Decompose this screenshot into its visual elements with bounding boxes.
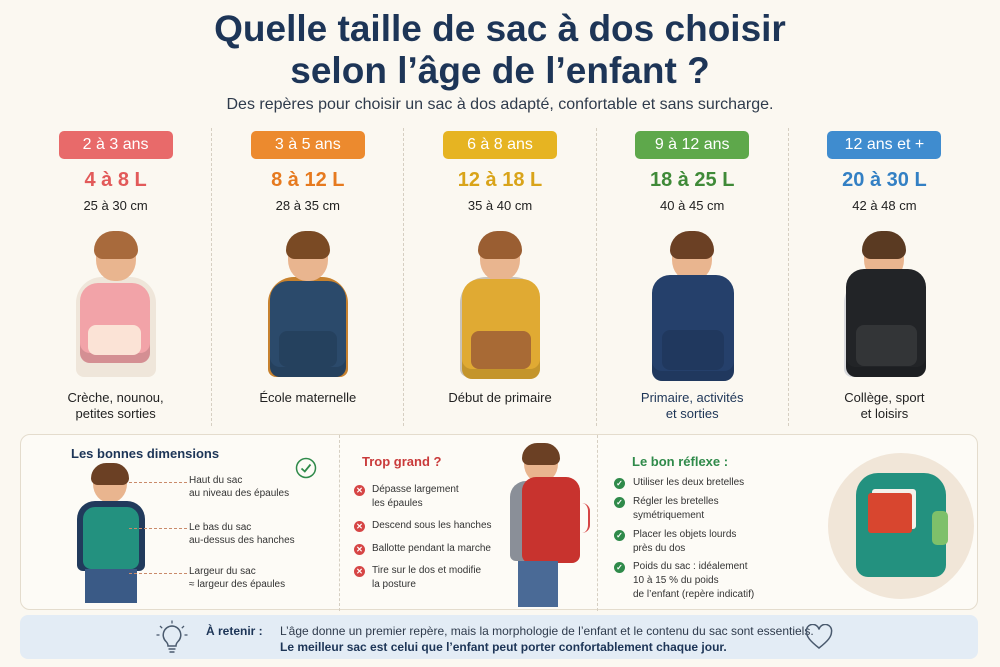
backpack-pocket (279, 331, 337, 367)
dimension-guide-line (129, 573, 187, 574)
bag-height: 35 à 40 cm (467, 198, 533, 213)
takeaway-banner (20, 615, 978, 659)
child-hair (862, 231, 906, 259)
title-line-1: Quelle taille de sac à dos choisir (214, 8, 786, 49)
motion-lines (582, 503, 590, 533)
caption-line-1: Début de primaire (448, 390, 552, 405)
good-reflex-item-line-1: Poids du sac : idéalement (633, 561, 748, 572)
water-bottle (932, 511, 948, 545)
volume-liters: 18 à 25 L (649, 169, 735, 191)
good-reflex-title: Le bon réflexe : (632, 454, 729, 469)
dimension-bottom (189, 521, 295, 547)
age-pill: 3 à 5 ans (251, 131, 365, 159)
child-with-backpack-image (56, 235, 176, 385)
dimension-bottom-line-2: au-dessus des hanches (189, 535, 295, 546)
age-pill: 9 à 12 ans (635, 131, 749, 159)
usage-caption (212, 390, 403, 406)
good-reflex-item (633, 560, 754, 602)
too-big-item (372, 542, 491, 556)
age-group-12-plus (788, 128, 980, 426)
dimension-top-line-1: Haut du sac (189, 475, 243, 486)
check-circle-icon: ✓ (614, 562, 625, 573)
child-with-backpack-image (632, 235, 752, 385)
bag-height: 25 à 30 cm (83, 198, 148, 213)
cross-circle-icon: ✕ (354, 566, 365, 577)
packed-backpack-illustration (828, 453, 974, 599)
volume-liters: 20 à 30 L (842, 169, 927, 191)
dimension-width (189, 565, 285, 591)
bag-height: 42 à 48 cm (852, 198, 917, 213)
caption-line-1: École maternelle (259, 390, 357, 405)
backpack-pocket (88, 325, 141, 355)
age-groups (20, 128, 980, 426)
heart-icon (805, 624, 833, 650)
usage-caption (789, 390, 980, 422)
check-circle-icon: ✓ (614, 478, 625, 489)
dimension-width-line-2: ≈ largeur des épaules (189, 579, 286, 590)
usage-caption (20, 390, 211, 422)
too-big-item-line-1: Tire sur le dos et modifie (372, 565, 482, 576)
child-hair (522, 443, 560, 465)
backpack (80, 283, 150, 363)
age-group-3-5 (211, 128, 403, 426)
good-reflex-section (597, 435, 977, 611)
page-subtitle: Des repères pour choisir un sac à dos adapté, confortable et sans surcharge. (226, 96, 774, 113)
oversized-backpack (522, 477, 580, 563)
bag-height: 28 à 35 cm (275, 198, 340, 213)
backpack-pocket (662, 330, 724, 370)
backpack (83, 507, 139, 569)
too-big-item (372, 483, 459, 511)
child-legs (85, 569, 137, 603)
takeaway-text: L’âge donne un premier repère, mais la morphologie de l’enfant et le contenu du sac sont essentiels. (280, 624, 814, 638)
caption-line-1: Collège, sport (844, 390, 925, 405)
dimensions-section (21, 435, 339, 611)
good-reflex-item-line-2: près du dos (633, 543, 686, 554)
bag-height: 40 à 45 cm (660, 198, 725, 213)
takeaway-highlight: Le meilleur sac est celui que l’enfant peut porter confortablement chaque jour. (280, 640, 727, 654)
child-from-back-illustration (71, 463, 151, 605)
good-reflex-item (633, 528, 736, 556)
caption-line-2: et loisirs (860, 406, 909, 421)
child-hair (286, 231, 330, 259)
good-reflex-item (633, 476, 744, 490)
age-pill: 12 ans et + (827, 131, 941, 159)
check-circle-icon: ✓ (614, 497, 625, 508)
caption-line-2: petites sorties (75, 406, 156, 421)
good-reflex-item-line-2: 10 à 15 % du poids (633, 575, 719, 586)
dimension-width-line-1: Largeur du sac (189, 566, 256, 577)
title-line-2: selon l’âge de l’enfant ? (290, 50, 710, 91)
backpack-pocket (856, 325, 917, 366)
good-reflex-item-line-1: Régler les bretelles (633, 496, 719, 507)
books (868, 493, 912, 533)
caption-line-1: Primaire, activités (640, 390, 744, 405)
backpack (462, 279, 540, 379)
age-group-6-8 (403, 128, 595, 426)
cross-circle-icon: ✕ (354, 485, 365, 496)
good-reflex-item (633, 495, 719, 523)
check-circle-icon: ✓ (614, 530, 625, 541)
tips-panel (20, 434, 978, 610)
backpack (652, 275, 734, 381)
dimension-top-line-2: au niveau des épaules (189, 488, 290, 499)
too-big-item (372, 519, 492, 533)
usage-caption (597, 390, 788, 422)
caption-line-1: Crèche, nounou, (67, 390, 164, 405)
age-pill: 2 à 3 ans (59, 131, 173, 159)
age-group-2-3 (20, 128, 211, 426)
dimension-guide-line (129, 528, 187, 529)
too-big-title: Trop grand ? (362, 454, 442, 469)
backpack-pocket (471, 331, 530, 369)
child-hair (91, 463, 129, 485)
lightbulb-icon (156, 620, 188, 654)
child-with-backpack-image (440, 235, 560, 385)
child-hair (94, 231, 138, 259)
oversized-backpack-illustration (506, 443, 592, 609)
cross-circle-icon: ✕ (354, 544, 365, 555)
age-pill: 6 à 8 ans (443, 131, 557, 159)
too-big-item (372, 564, 481, 592)
usage-caption (404, 390, 595, 406)
backpack (846, 269, 926, 377)
child-with-backpack-image (248, 235, 368, 385)
volume-liters: 8 à 12 L (271, 169, 345, 191)
too-big-section (339, 435, 597, 611)
dimension-bottom-line-1: Le bas du sac (189, 522, 252, 533)
dimensions-title: Les bonnes dimensions (71, 446, 220, 461)
too-big-item-line-2: les épaules (372, 498, 423, 509)
good-reflex-item-line-2: symétriquement (633, 510, 705, 521)
volume-liters: 12 à 18 L (457, 169, 543, 191)
takeaway-label: À retenir : (206, 624, 263, 638)
good-reflex-item-line-3: de l’enfant (repère indicatif) (633, 589, 755, 600)
good-reflex-item-line-1: Placer les objets lourds (633, 529, 737, 540)
child-with-backpack-image (824, 235, 944, 385)
child-hair (478, 231, 522, 259)
check-circle-icon (295, 457, 317, 479)
good-reflex-item-line-1: Utiliser les deux bretelles (633, 477, 745, 488)
child-legs (518, 561, 558, 607)
too-big-item-line-1: Dépasse largement (372, 484, 459, 495)
dimension-top (189, 474, 289, 500)
too-big-item-line-1: Descend sous les hanches (372, 520, 492, 531)
page-title (0, 8, 1000, 92)
child-hair (670, 231, 714, 259)
caption-line-2: et sorties (665, 406, 719, 421)
cross-circle-icon: ✕ (354, 521, 365, 532)
age-group-9-12 (596, 128, 788, 426)
dimension-guide-line (129, 482, 187, 483)
volume-liters: 4 à 8 L (84, 169, 147, 191)
too-big-item-line-2: la posture (372, 579, 416, 590)
too-big-item-line-1: Ballotte pendant la marche (372, 543, 491, 554)
backpack (270, 281, 346, 377)
